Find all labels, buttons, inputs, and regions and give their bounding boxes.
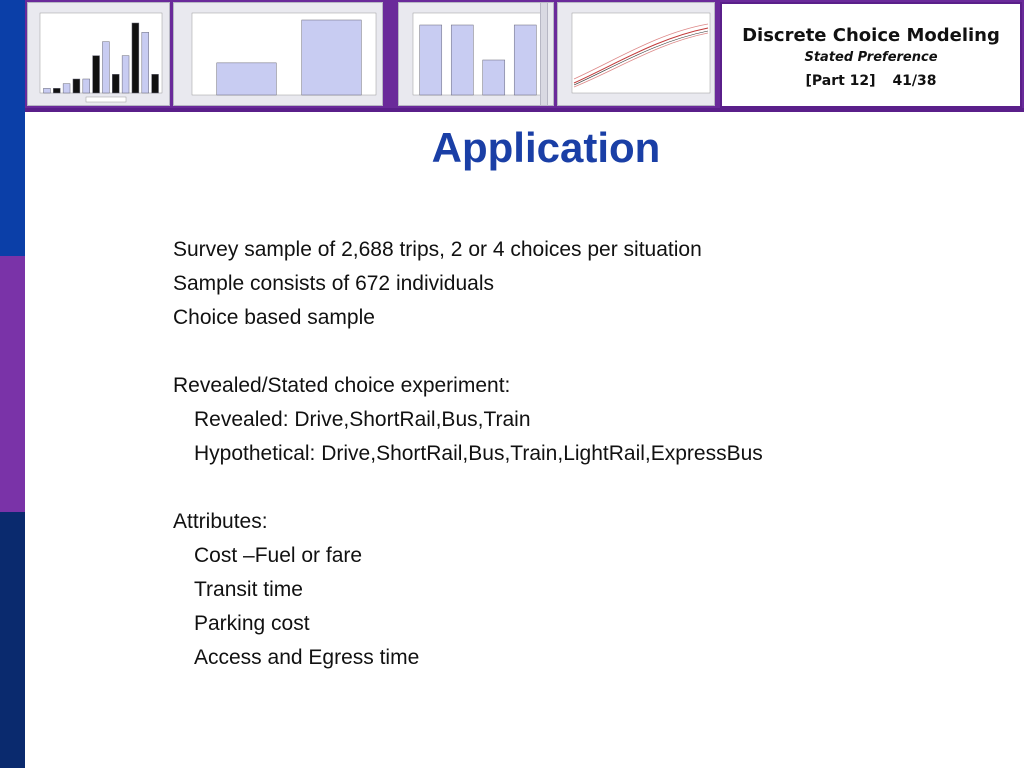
thumbnail-bar bbox=[514, 25, 536, 95]
header-subtitle: Stated Preference bbox=[804, 50, 938, 65]
slide-content bbox=[173, 233, 763, 675]
left-sidebar bbox=[0, 0, 25, 768]
blank-line bbox=[173, 335, 763, 369]
thumbnail-bar bbox=[302, 20, 362, 95]
histogram-thumbnail bbox=[27, 2, 170, 106]
axis-strip bbox=[540, 2, 548, 106]
thumbnail-bar bbox=[53, 88, 60, 93]
thumbnail-bar bbox=[122, 56, 129, 93]
thumbnail-bar bbox=[132, 23, 139, 93]
thumbnail-bar bbox=[63, 84, 70, 93]
chart-thumbnails bbox=[25, 0, 720, 112]
sub-bullet-line: Transit time bbox=[194, 578, 303, 601]
thumbnail-bar bbox=[420, 25, 442, 95]
thumbnail-bar bbox=[451, 25, 473, 95]
bar-thumbnail-2-svg bbox=[399, 3, 553, 105]
line-thumbnail-svg bbox=[558, 3, 714, 105]
sub-bullet-line: Cost –Fuel or fare bbox=[194, 544, 363, 567]
sub-bullet-line: Parking cost bbox=[194, 612, 310, 635]
histogram-thumbnail-svg bbox=[28, 3, 169, 105]
thumbnail-bar bbox=[142, 32, 149, 93]
thumbnail-bar bbox=[152, 74, 159, 93]
sidebar-segment-navy bbox=[0, 512, 25, 768]
thumbnail-bar bbox=[112, 74, 119, 93]
sidebar-segment-purple bbox=[0, 256, 25, 512]
bullet-line: Attributes: bbox=[173, 510, 268, 533]
bar-thumbnail-2 bbox=[398, 2, 554, 106]
part-label: [Part 12] bbox=[805, 73, 876, 89]
sub-bullet-line: Access and Egress time bbox=[194, 646, 420, 669]
thumbnail-bar bbox=[43, 88, 50, 93]
thumbnail-bar bbox=[83, 79, 90, 93]
thumbnail-bar bbox=[73, 79, 80, 93]
bullet-line: Choice based sample bbox=[173, 306, 375, 329]
thumbnail-bar bbox=[217, 63, 277, 95]
banner-underline bbox=[25, 108, 1024, 112]
bar-thumbnail bbox=[173, 2, 383, 106]
header-title-box bbox=[720, 2, 1022, 108]
thumbnail-bar bbox=[483, 60, 505, 95]
thumbnail-bar bbox=[102, 42, 109, 93]
blank-line bbox=[173, 471, 763, 505]
header-part-line bbox=[722, 73, 1020, 89]
thumbnail-bar bbox=[93, 56, 100, 93]
page-label: 41/38 bbox=[892, 73, 937, 89]
bar-thumbnail-svg bbox=[174, 3, 382, 105]
sub-bullet-line: Revealed: Drive,ShortRail,Bus,Train bbox=[194, 408, 531, 431]
page-title: Application bbox=[431, 124, 661, 171]
bullet-line: Sample consists of 672 individuals bbox=[173, 272, 495, 295]
header-banner bbox=[25, 0, 1024, 112]
bullet-line: Revealed/Stated choice experiment: bbox=[173, 374, 511, 397]
line-thumbnail bbox=[557, 2, 715, 106]
sub-bullet-line: Hypothetical: Drive,ShortRail,Bus,Train,LightRail,ExpressBus bbox=[194, 442, 763, 465]
bullet-line: Survey sample of 2,688 trips, 2 or 4 choices per situation bbox=[173, 238, 702, 261]
header-title: Discrete Choice Modeling bbox=[742, 25, 1000, 46]
